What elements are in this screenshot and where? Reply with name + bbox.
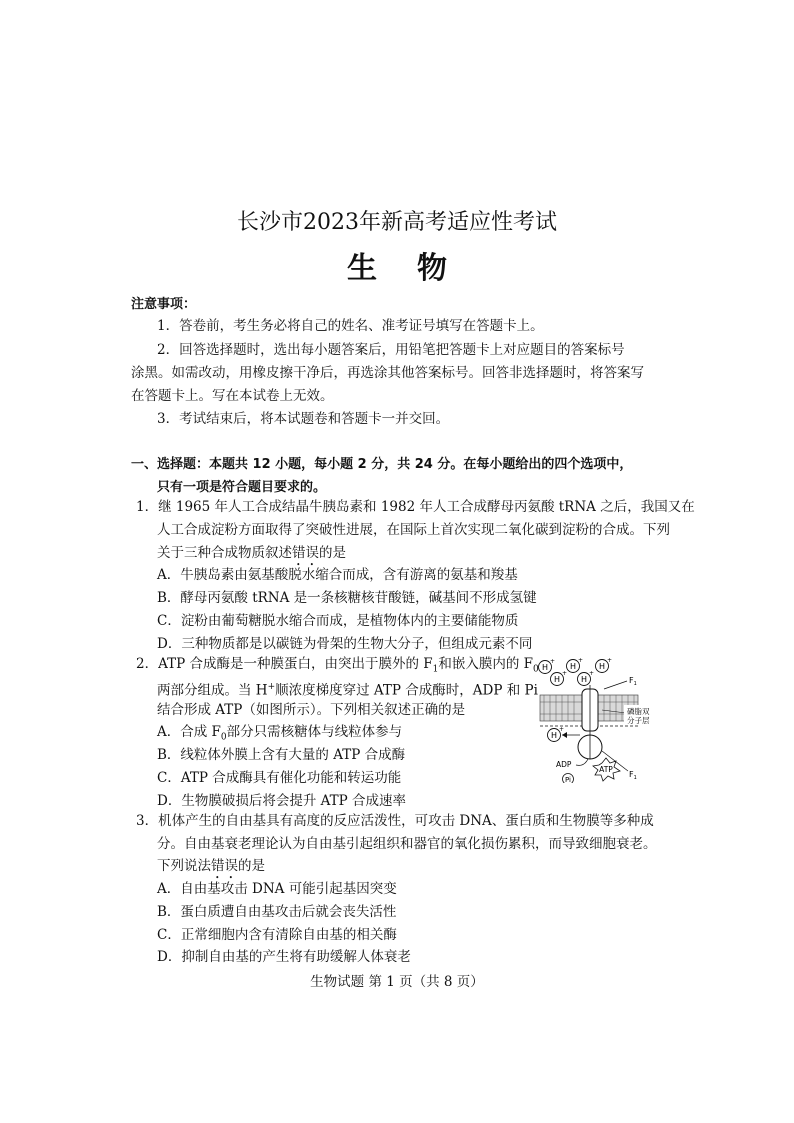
notice-heading: 注意事项： (131, 297, 197, 312)
question-2-option-c[interactable]: C．ATP 合成酶具有催化功能和转运功能 (157, 770, 402, 786)
question-3-option-d[interactable]: D．抑制自由基的产生将有助缓解人体衰老 (157, 949, 411, 965)
svg-text:+: + (559, 726, 565, 733)
notice-item: 3．考试结束后，将本试题卷和答题卡一并交回。 (157, 411, 450, 427)
question-1-stem: 人工合成淀粉方面取得了突破性进展，在国际上首次实现二氧化碳到淀粉的合成。下列 (157, 522, 670, 538)
membrane-label: 分子层 (627, 716, 650, 725)
f0-label: $F_1$ (629, 770, 637, 781)
notice-item: 2．回答选择题时，选出每小题答案后，用铅笔把答题卡上对应题目的答案标号 (157, 342, 625, 358)
question-3-stem: 下列说法错误的是 (157, 858, 265, 874)
question-1-option-d[interactable]: D．三种物质都是以碳链为骨架的生物大分子，但组成元素不同 (157, 636, 533, 652)
svg-text:H: H (541, 663, 549, 672)
question-3-stem: 分。自由基衰老理论认为自由基引起组织和器官的氧化损伤累积，而导致细胞衰老。 (157, 836, 657, 852)
h-ion-icon (548, 726, 565, 742)
question-3-stem: 3．机体产生的自由基具有高度的反应活泼性，可攻击 DNA、蛋白质和生物膜等多种成 (136, 813, 654, 829)
h-ion-icon (567, 657, 584, 673)
atp-label: ATP (599, 765, 613, 774)
notice-item: 在答题卡上。写在本试卷上无效。 (131, 388, 334, 404)
svg-text:H: H (569, 662, 577, 671)
page-footer: 生物试题 第 1 页（共 8 页） (310, 974, 484, 990)
h-ion-icon (551, 670, 568, 686)
svg-text:H: H (598, 662, 606, 671)
h-ion-icon (539, 658, 556, 674)
emphasis-text: 错误 (292, 545, 319, 561)
question-3-option-b[interactable]: B．蛋白质遭自由基攻击后就会丧失活性 (157, 904, 397, 920)
question-2-option-b[interactable]: B．线粒体外膜上含有大量的 ATP 合成酶 (157, 747, 406, 763)
question-2-option-d[interactable]: D．生物膜破损后将会提升 ATP 合成速率 (157, 793, 407, 809)
svg-text:+: + (550, 658, 556, 665)
membrane-label: 磷脂双 (627, 707, 650, 716)
exam-title: 长沙市2023年新高考适应性考试 (237, 210, 557, 235)
section-heading: 一、选择题：本题共 12 小题，每小题 2 分，共 24 分。在每小题给出的四个选项中， (131, 457, 633, 472)
svg-text:H: H (550, 731, 558, 740)
svg-text:H: H (580, 675, 588, 684)
question-1-stem: 关于三种合成物质叙述错误的是 (157, 545, 346, 561)
emphasis-text: 错误 (211, 858, 238, 874)
subject-title: 生物 (347, 251, 487, 286)
svg-text:H: H (553, 675, 561, 684)
question-1-option-b[interactable]: B．酵母丙氨酸 tRNA 是一条核糖核苷酸链，碱基间不形成氢键 (157, 590, 537, 606)
question-1-option-c[interactable]: C．淀粉由葡萄糖脱水缩合而成，是植物体内的主要储能物质 (157, 613, 519, 629)
svg-text:+: + (562, 670, 568, 677)
question-1-stem: 1．继 1965 年人工合成结晶牛胰岛素和 1982 年人工合成酵母丙氨酸 tRNA 之后，我国又在 (136, 499, 695, 515)
question-3-option-a[interactable]: A．自由基攻击 DNA 可能引起基因突变 (157, 881, 397, 897)
question-2-stem: 2．ATP 合成酶是一种膜蛋白，由突出于膜外的 $F_1$和嵌入膜内的 $F_0$ (136, 656, 539, 675)
notice-item: 涂黑。如需改动，用橡皮擦干净后，再选涂其他答案标号。回答非选择题时，将答案写 (131, 365, 644, 381)
section-heading-cont: 只有一项是符合题目要求的。 (157, 480, 327, 495)
question-2-stem: 结合形成 ATP（如图所示）。下列相关叙述正确的是 (157, 702, 466, 718)
h-ion-icon (596, 657, 613, 673)
h-ion-icon (578, 670, 595, 686)
question-1-option-a[interactable]: A．牛胰岛素由氨基酸脱水缩合而成，含有游离的氨基和羧基 (157, 567, 518, 583)
pi-label: Pi (564, 776, 572, 783)
adp-label: ADP (556, 760, 572, 769)
atp-synthase-figure (532, 655, 672, 783)
notice-item: 1．答卷前，考生务必将自己的姓名、准考证号填写在答题卡上。 (157, 318, 544, 334)
svg-text:+: + (607, 657, 613, 664)
question-2-option-a[interactable]: A．合成 $F_0$部分只需核糖体与线粒体参与 (157, 724, 403, 743)
svg-text:+: + (578, 657, 584, 664)
f1-label: $F_1$ (629, 676, 637, 687)
question-3-option-c[interactable]: C．正常细胞内含有清除自由基的相关酶 (157, 927, 397, 943)
svg-text:+: + (589, 670, 595, 677)
question-2-stem: 两部分组成。当 H+顺浓度梯度穿过 ATP 合成酶时，ADP 和 Pi (157, 682, 538, 699)
